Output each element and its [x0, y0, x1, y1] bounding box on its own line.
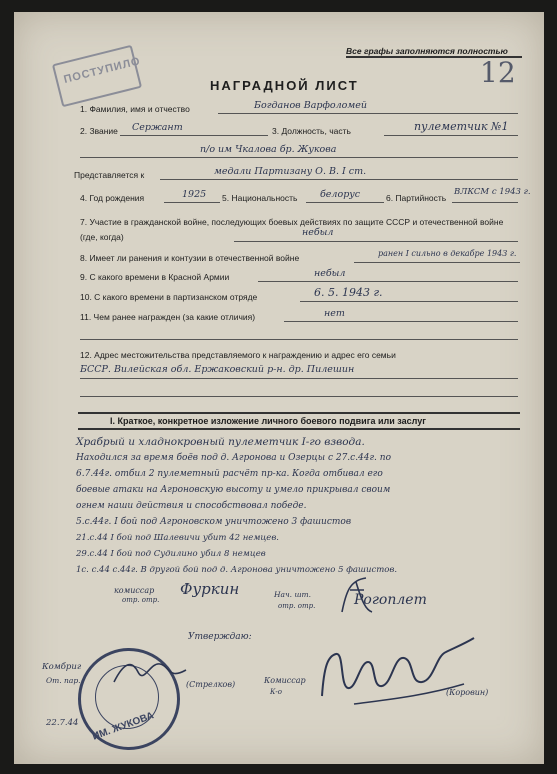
korovin-label: (Коровин) [446, 688, 489, 697]
narrative-line-5: огнем наши действия и способствовал победе. [76, 501, 307, 511]
field-6-label: 6. Партийность [386, 193, 447, 203]
narrative-line-1: Храбрый и хладнокровный пулеметчик I-го взвода. [76, 436, 365, 448]
field-10-value: 6. 5. 1943 г. [314, 286, 383, 299]
page-number: 12 [480, 56, 516, 89]
received-stamp [52, 45, 142, 108]
nach-signature-flourish [336, 572, 376, 618]
narrative-line-2: Находился за время боёв под д. Агронова и Озерцы с 27.с.44г. по [76, 453, 391, 463]
field-10-label: 10. С какого времени в партизанском отряде [80, 292, 258, 302]
field-7-value: небыл [302, 227, 334, 238]
komissar-label: комиссар [114, 586, 155, 595]
kombrig-signature [110, 652, 190, 692]
komissar2-label: Комиссар [264, 676, 306, 685]
approve-label: Утверждаю: [188, 632, 252, 642]
section-1-title: I. Краткое, конкретное изложение личного боевого подвига или заслуг [110, 416, 426, 426]
field-1-label: 1. Фамилия, имя и отчество [80, 104, 190, 114]
field-4-label: 4. Год рождения [80, 193, 145, 203]
narrative-line-8: 29.с.44 I бой под Судилино убил 8 немцев [76, 549, 266, 559]
award-sheet [14, 12, 544, 764]
narrative-line-6: 5.с.44г. I бой под Агроновском уничтожено 3 фашистов [76, 517, 352, 527]
field-9-value: небыл [314, 268, 346, 279]
field-1-value: Богданов Варфоломей [254, 100, 367, 111]
received-stamp-text: ПОСТУПИЛО [62, 55, 142, 86]
field-12-value: БССР. Вилейская обл. Ержаковский р-н. др. Пилешин [80, 364, 355, 375]
field-11-value: нет [324, 308, 345, 319]
kombrig-sub: От. пар. [46, 676, 81, 685]
top-note: Все графы заполняются полностью [346, 46, 508, 56]
field-4-value: 1925 [182, 189, 207, 200]
field-7-label: 7. Участие в гражданской войне, последующих боевых действиях по защите СССР и отечественной войне (где, когда) [80, 217, 504, 242]
korovin-signature [314, 626, 484, 712]
field-8-label: 8. Имеет ли ранения и контузии в отечественной войне [80, 253, 300, 263]
narrative-line-9: 1с. с.44 с.44г. В другой бой под д. Агронова уничтожено 5 фашистов. [76, 565, 398, 575]
unit-value: п/о им Чкалова бр. Жукова [200, 144, 337, 155]
narrative-line-4: боевые атаки на Агроновскую высоту и умело прикрывал своим [76, 485, 391, 495]
field-5-value: белорус [320, 189, 361, 200]
nominated-label: Представляется к [74, 170, 145, 180]
nach-sub: отр. отр. [278, 602, 316, 610]
field-11-label: 11. Чем ранее награжден (за какие отличия) [80, 312, 256, 322]
field-12-label: 12. Адрес местожительства представляемого к награждению и адрес его семьи [80, 350, 396, 360]
field-5-label: 5. Национальность [222, 193, 298, 203]
narrative-line-7: 21.с.44 I бой под Шалевичи убит 42 немцев. [76, 533, 279, 543]
field-3-value: пулеметчик №1 [414, 120, 509, 133]
field-2-label: 2. Звание [80, 126, 118, 136]
field-6-value: ВЛКСМ с 1943 г. [454, 187, 531, 197]
field-8-value: ранен I сильно в декабре 1943 г. [378, 249, 517, 258]
narrative-line-3: 6.7.44г. отбил 2 пулеметный расчёт пр-ка. Когда отбивал его [76, 469, 383, 479]
field-3-label: 3. Должность, часть [272, 126, 351, 136]
strelkov-label: (Стрелков) [186, 680, 236, 689]
nominated-value: медали Партизану О. В. I ст. [214, 166, 367, 177]
field-2-value: Сержант [132, 122, 183, 133]
field-9-label: 9. С какого времени в Красной Армии [80, 272, 230, 282]
komissar-signature: Фуркин [180, 580, 240, 598]
kombrig-label: Комбриг [42, 662, 82, 672]
nach-signature: Рогоплет [354, 592, 427, 608]
round-stamp-text: ИМ. ЖУКОВА [91, 710, 156, 743]
komissar2-sub: К-о [270, 688, 282, 696]
page-title: НАГРАДНОЙ ЛИСТ [210, 78, 359, 93]
nach-label: Нач. шт. [274, 590, 312, 599]
komissar-sub: отр. отр. [122, 596, 160, 604]
approval-date: 22.7.44 [46, 718, 79, 728]
